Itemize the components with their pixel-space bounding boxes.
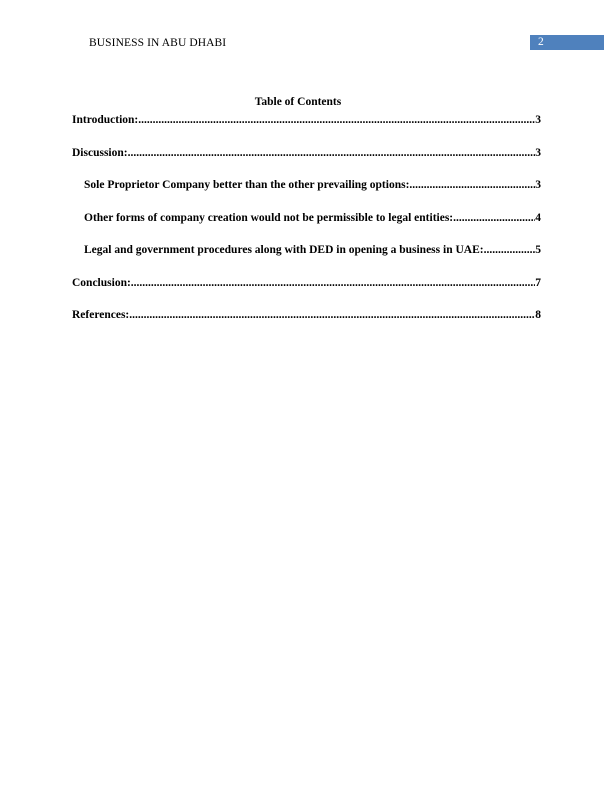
toc-entry-page: 3 <box>535 114 541 126</box>
page-number-box <box>530 35 604 50</box>
toc-entry-label: Sole Proprietor Company better than the other prevailing options: <box>84 179 410 191</box>
toc-leader-dots <box>138 112 535 128</box>
toc-entry-label: References: <box>72 309 130 321</box>
toc-leader-dots <box>484 242 536 258</box>
toc-entry-label: Conclusion: <box>72 276 131 289</box>
toc-entry-label: Introduction: <box>72 114 139 126</box>
toc-entry-page: 3 <box>535 179 541 191</box>
toc-entry-page: 8 <box>535 309 541 321</box>
toc-entry-label: Other forms of company creation would not be permissible to legal entities: <box>84 211 454 224</box>
toc-entry-page: 3 <box>535 146 541 159</box>
toc-entry-sole-proprietor[interactable] <box>72 177 541 193</box>
toc-entry-page: 4 <box>535 211 541 224</box>
toc-entry-page: 5 <box>535 244 541 256</box>
toc-entry-label: Discussion: <box>72 146 128 159</box>
toc-entry-legal-procedures[interactable] <box>72 242 541 258</box>
toc-leader-dots <box>409 177 535 193</box>
toc-entry-discussion[interactable] <box>72 145 541 161</box>
toc-leader-dots <box>128 145 536 161</box>
toc-entry-other-forms[interactable] <box>72 210 541 226</box>
running-head: BUSINESS IN ABU DHABI <box>89 37 227 49</box>
toc-leader-dots <box>453 210 535 226</box>
toc-entry-page: 7 <box>535 276 541 289</box>
toc-entry-introduction[interactable] <box>72 112 541 128</box>
toc-entry-label: Legal and government procedures along with DED in opening a business in UAE: <box>84 244 484 256</box>
table-of-contents <box>72 112 541 323</box>
page-number: 2 <box>538 36 544 48</box>
toc-leader-dots <box>129 307 535 323</box>
toc-title: Table of Contents <box>254 96 342 108</box>
toc-entry-conclusion[interactable] <box>72 275 541 291</box>
toc-entry-references[interactable] <box>72 307 541 323</box>
toc-leader-dots <box>131 275 535 291</box>
